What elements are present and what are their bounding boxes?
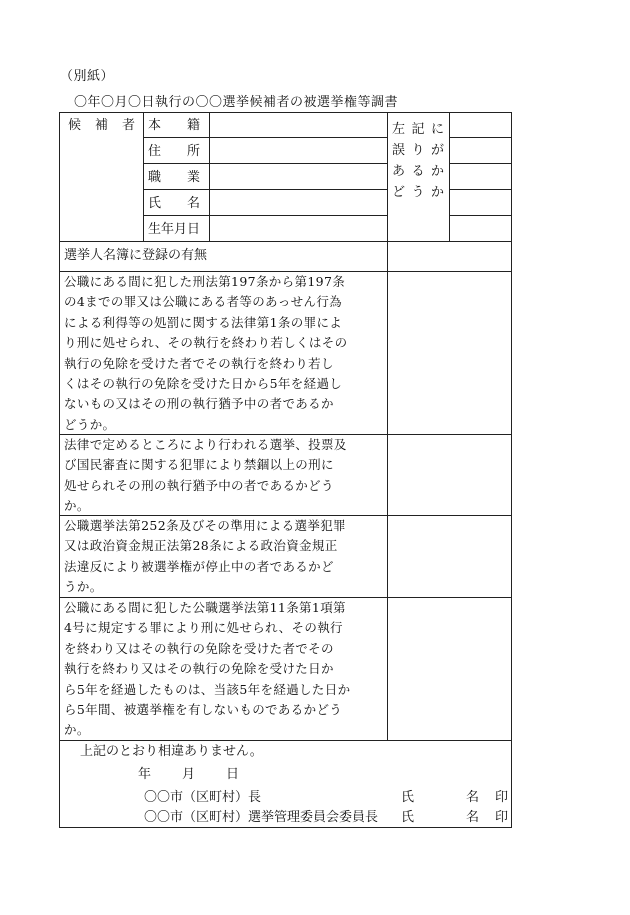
field-char: 住 xyxy=(148,144,162,159)
error-check-char: に xyxy=(430,122,444,137)
field-char: 名 xyxy=(186,196,200,211)
betsushi-label: （別紙） xyxy=(60,69,115,84)
signatory-office: 〇〇市（区町村）選挙管理委員会委員長 xyxy=(144,810,379,825)
signatory-name-label: 氏 xyxy=(401,810,415,825)
rule-v xyxy=(209,113,210,241)
error-check-value[interactable] xyxy=(454,144,508,160)
rule-h xyxy=(449,163,512,164)
question-text: 公職にある間に犯した公職選挙法第11条第1項第 4号に規定する罪により刑に処せられ、その執行 を終わり又はその執行の免除を受けた者でその 執行を終わり又はその執行の免除を受けた日か ら5年を経過したものは、当該5年を経過した日か ら5年間、被選挙権を有しないものであるかどう か。 xyxy=(64,600,351,738)
rule-v xyxy=(449,113,450,241)
error-check-value[interactable] xyxy=(454,170,508,186)
date-day: 日 xyxy=(226,767,240,782)
document-title: 〇年〇月〇日執行の〇〇選挙候補者の被選挙権等調書 xyxy=(74,95,399,110)
error-check-value[interactable] xyxy=(454,222,508,238)
declaration-text: 上記のとおり相違ありません。 xyxy=(80,744,263,759)
field-label-shokugyo xyxy=(148,170,200,186)
field-label-honseki xyxy=(148,118,200,134)
error-check-char: 記 xyxy=(411,122,425,137)
field-value-shokugyo[interactable] xyxy=(214,170,382,186)
seal-mark: 印 xyxy=(495,810,509,825)
error-check-char: か xyxy=(430,185,444,200)
question-text: 法律で定めるところにより行われる選挙、投票及 び国民審査に関する犯罪により禁錮以上の刑に 処せられその刑の執行猶予中の者であるかどう か。 xyxy=(64,437,347,514)
field-char: 年 xyxy=(161,222,175,237)
rule-h xyxy=(143,163,387,164)
error-check-char: か xyxy=(430,164,444,179)
rule-h xyxy=(143,137,387,138)
candidate-label-char: 補 xyxy=(94,118,108,133)
signatory-name-label: 氏 xyxy=(401,790,415,805)
signatory-name-label: 名 xyxy=(466,790,480,805)
error-check-value[interactable] xyxy=(454,196,508,212)
field-char: 職 xyxy=(148,170,162,185)
candidate-label-char: 者 xyxy=(121,118,135,133)
field-char: 月 xyxy=(174,222,188,237)
question-answer[interactable] xyxy=(392,520,507,536)
question-text: 公職にある間に犯した刑法第197条から第197条 の4までの罪又は公職にある者等のあっせん行為 による利得等の処罰に関する法律第1条の罪によ り刑に処せられ、その執行を終わり若しくはその 執行の免除を受けた者でその執行を終わり若し くはその執行の免除を受けた日から5年を経過し ないもの又はその刑の執行猶予中の者であるか どうか。 xyxy=(64,274,348,432)
rule-h xyxy=(60,241,511,242)
field-value-birthdate[interactable] xyxy=(214,222,382,238)
survey-form xyxy=(59,112,512,828)
error-check-char: 左 xyxy=(392,122,406,137)
field-char: 氏 xyxy=(148,196,162,211)
rule-h xyxy=(143,189,387,190)
field-label-jusho xyxy=(148,144,200,160)
field-value-jusho[interactable] xyxy=(214,144,382,160)
rule-h xyxy=(143,215,387,216)
field-char: 所 xyxy=(186,144,200,159)
question-text: 公職選挙法第252条及びその準用による選挙犯罪 又は政治資金規正法第28条による政治資金規正 法違反により被選挙権が停止中の者であるかど うか。 xyxy=(64,518,346,595)
field-char: 日 xyxy=(187,222,201,237)
seal-mark: 印 xyxy=(495,790,509,805)
signatory-office: 〇〇市（区町村）長 xyxy=(144,790,262,805)
field-char: 生 xyxy=(148,222,162,237)
rule-h xyxy=(449,189,512,190)
error-check-line xyxy=(392,185,444,201)
error-check-char: う xyxy=(411,185,425,200)
signatory-name-label: 名 xyxy=(466,810,480,825)
error-check-line xyxy=(392,164,444,180)
field-value-honseki[interactable] xyxy=(214,118,382,134)
candidate-label xyxy=(68,118,135,134)
field-char: 業 xyxy=(186,170,200,185)
voter-registry-value[interactable] xyxy=(392,248,507,264)
field-char: 本 xyxy=(148,118,162,133)
error-check-char: 誤 xyxy=(392,143,406,158)
question-answer[interactable] xyxy=(392,439,507,455)
date-month: 月 xyxy=(182,767,196,782)
field-label-shimei xyxy=(148,196,200,212)
question-answer[interactable] xyxy=(392,602,507,618)
field-value-shimei[interactable] xyxy=(214,196,382,212)
rule-h xyxy=(449,215,512,216)
error-check-line xyxy=(392,122,444,138)
error-check-char: あ xyxy=(392,164,406,179)
date-year: 年 xyxy=(138,767,152,782)
field-label-birthdate xyxy=(148,222,200,238)
voter-registry-label: 選挙人名簿に登録の有無 xyxy=(64,248,208,263)
error-check-char: る xyxy=(411,164,425,179)
rule-v xyxy=(387,113,388,740)
error-check-line xyxy=(392,143,444,159)
error-check-char: り xyxy=(411,143,425,158)
field-char: 籍 xyxy=(186,118,200,133)
candidate-label-char: 候 xyxy=(68,118,82,133)
error-check-value[interactable] xyxy=(454,118,508,134)
error-check-char: ど xyxy=(392,185,406,200)
rule-v xyxy=(143,113,144,241)
rule-h xyxy=(449,137,512,138)
question-answer[interactable] xyxy=(392,276,507,292)
error-check-char: が xyxy=(430,143,444,158)
